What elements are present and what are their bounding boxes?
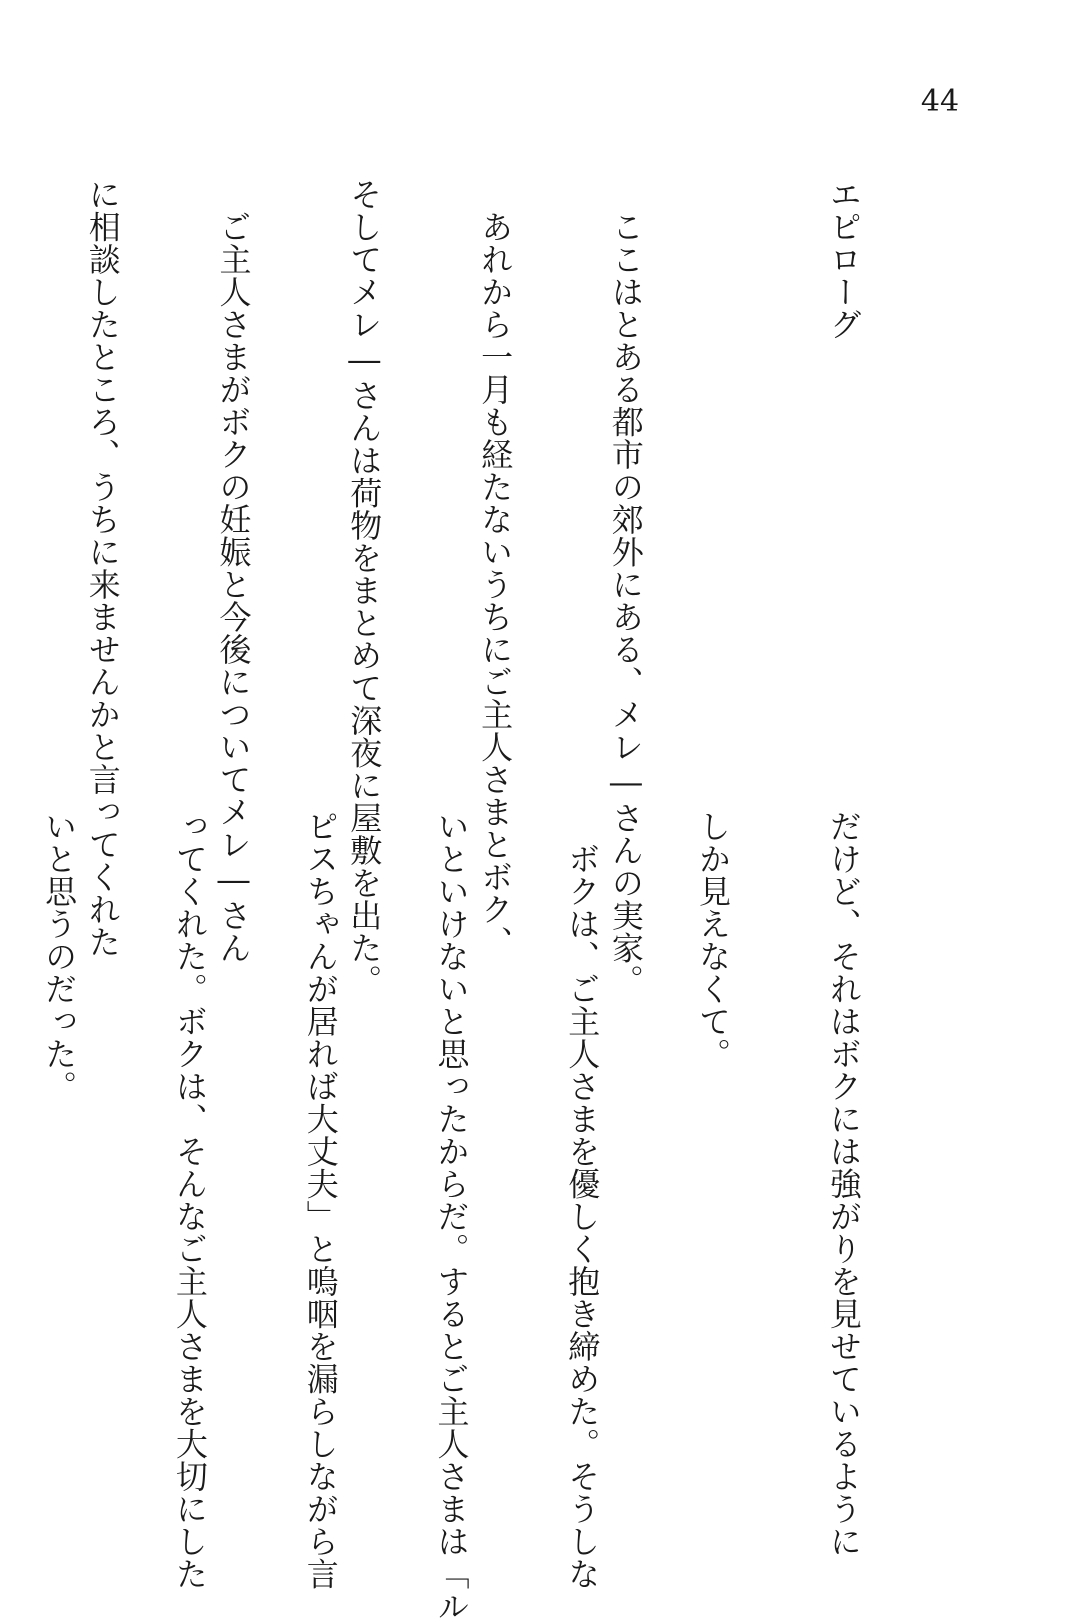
page-number: 44 — [920, 84, 960, 119]
text-line: しか見えなくて。 — [694, 810, 733, 1070]
text-line: ボクは、ご主人さまを優しく抱き締めた。そうしな — [563, 810, 602, 1590]
text-line: いといけないと思ったからだ。するとご主人さまは「ル — [432, 810, 471, 1623]
text-block-lower — [0, 810, 952, 1623]
text-line: ピスちゃんが居れば大丈夫」と嗚咽を漏らしながら言 — [301, 810, 340, 1590]
chapter-heading: エピローグ — [824, 178, 863, 341]
text-line: いと思うのだった。 — [40, 810, 79, 1103]
text-line: に相談したところ、うちに来ませんかと言ってくれた — [83, 178, 122, 958]
text-line: そしてメレ―さんは荷物をまとめて深夜に屋敷を出た。 — [345, 178, 384, 997]
text-line: ご主人さまがボクの妊娠と今後についてメレ―さん — [214, 178, 253, 964]
text-line: ここはとある都市の郊外にある、メレ―さんの実家。 — [606, 178, 645, 997]
text-line: あれから一月も経たないうちにご主人さまとボク、 — [476, 178, 515, 958]
text-line: ってくれた。ボクは、そんなご主人さまを大切にした — [170, 810, 209, 1590]
text-line: だけど、それはボクには強がりを見せているように — [824, 810, 863, 1558]
